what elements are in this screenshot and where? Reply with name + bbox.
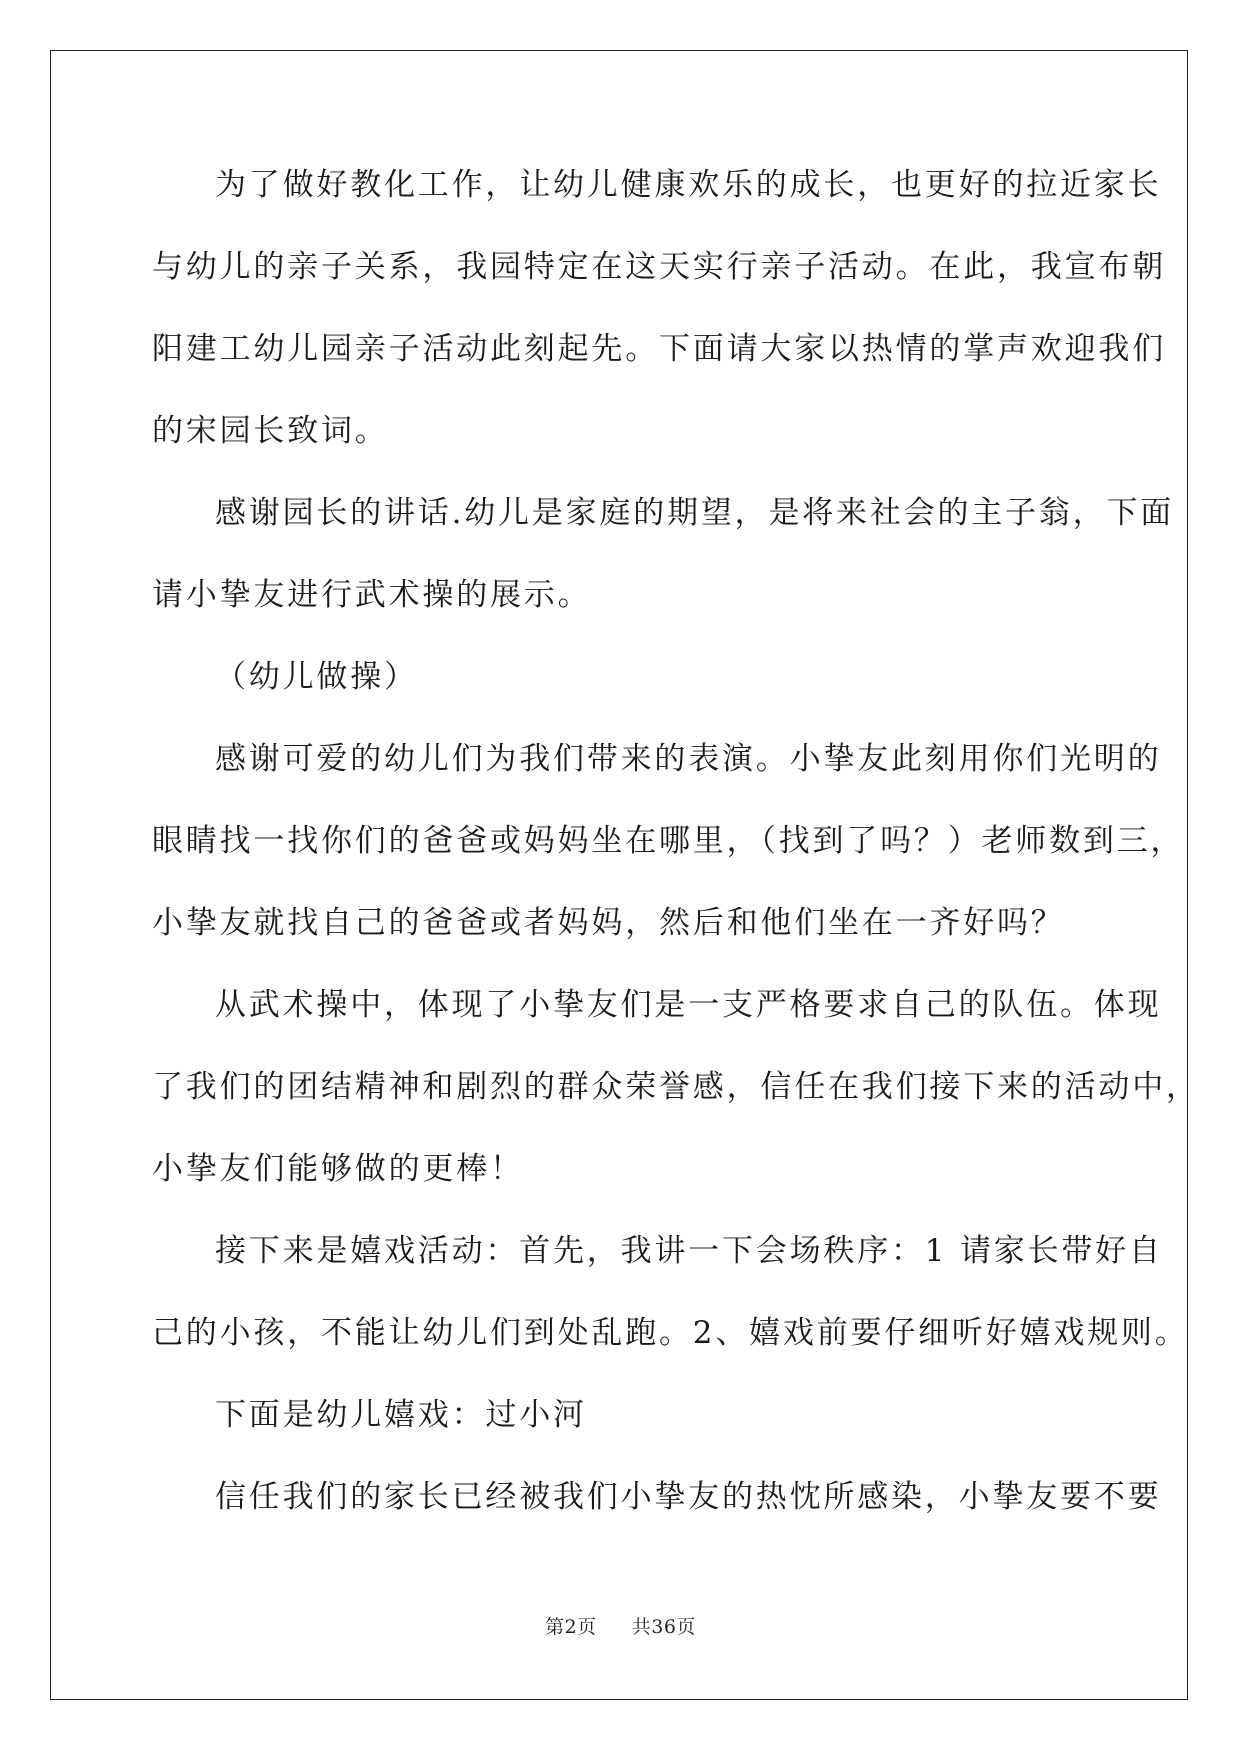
text-line: 下面是幼儿嬉戏：过小河 — [215, 1397, 587, 1433]
text-line: （幼儿做操） — [215, 659, 418, 695]
text-line: 小挚友就找自己的爸爸或者妈妈，然后和他们坐在一齐好吗？ — [152, 905, 1065, 941]
text-line: 与幼儿的亲子关系，我园特定在这天实行亲子活动。在此，我宣布朝 — [152, 249, 1166, 285]
text-line: 接下来是嬉戏活动：首先，我讲一下会场秩序：1 请家长带好自 — [215, 1233, 1163, 1269]
text-line: 了我们的团结精神和剧烈的群众荣誉感，信任在我们接下来的活动中， — [152, 1069, 1200, 1105]
total-pages-label: 共36页 — [631, 1616, 696, 1638]
text-line: 己的小孩，不能让幼儿们到处乱跑。2、嬉戏前要仔细听好嬉戏规则。 — [152, 1315, 1189, 1351]
document-body — [152, 160, 1200, 1554]
text-line: 从武术操中，体现了小挚友们是一支严格要求自己的队伍。体现 — [215, 987, 1162, 1023]
text-line: 阳建工幼儿园亲子活动此刻起先。下面请大家以热情的掌声欢迎我们 — [152, 331, 1166, 367]
text-line: 感谢园长的讲话.幼儿是家庭的期望，是将来社会的主子翁，下面 — [215, 495, 1175, 531]
page-footer — [0, 1612, 1241, 1639]
text-line: 眼睛找一找你们的爸爸或妈妈坐在哪里，（找到了吗？）老师数到三， — [152, 823, 1185, 859]
text-line: 的宋园长致词。 — [152, 413, 389, 449]
text-line: 信任我们的家长已经被我们小挚友的热忱所感染，小挚友要不要 — [215, 1479, 1162, 1515]
current-page-label: 第2页 — [545, 1616, 597, 1638]
text-line: 请小挚友进行武术操的展示。 — [152, 577, 592, 613]
text-line: 感谢可爱的幼儿们为我们带来的表演。小挚友此刻用你们光明的 — [215, 741, 1162, 777]
text-line: 小挚友们能够做的更棒！ — [152, 1151, 524, 1187]
text-line: 为了做好教化工作，让幼儿健康欢乐的成长，也更好的拉近家长 — [215, 167, 1162, 203]
